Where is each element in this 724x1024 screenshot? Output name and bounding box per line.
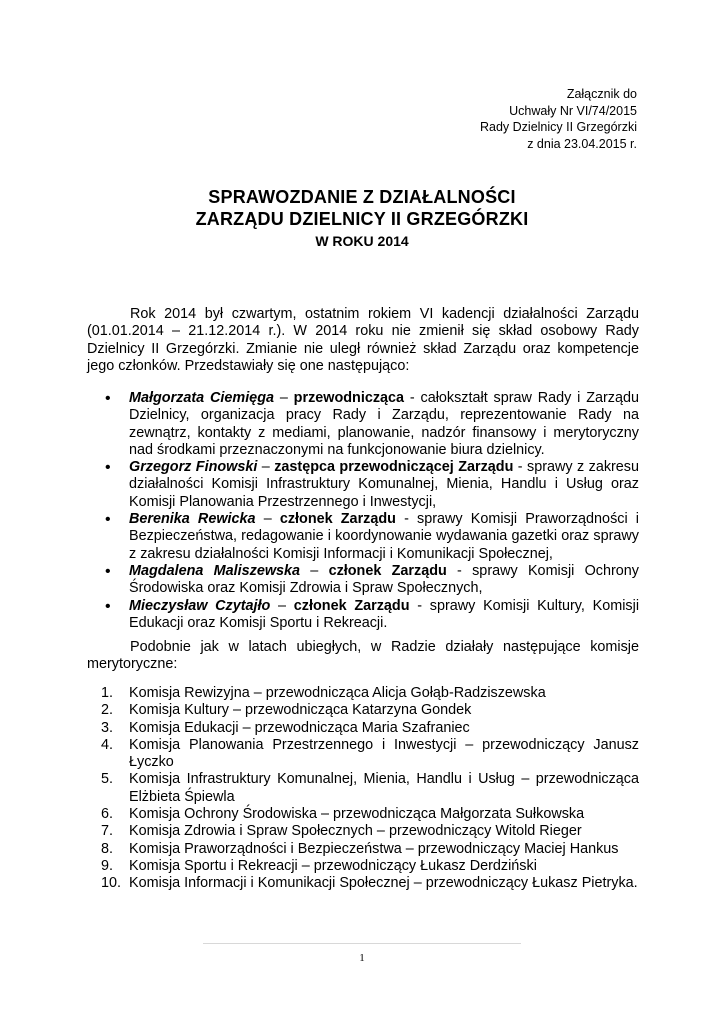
member-desc: - sprawy Komisji Kultury, Komisji Edukacji oraz Komisji Sportu i Rekreacji. <box>129 597 640 631</box>
item-number: 3. <box>101 719 114 736</box>
member-sep: – <box>255 511 280 528</box>
member-role: członek Zarządu <box>279 511 396 528</box>
committee-item <box>87 858 639 875</box>
committee-text: Komisja Edukacji – przewodnicząca Maria Szafraniec <box>129 719 470 736</box>
committee-item <box>87 841 639 858</box>
members-section <box>87 390 639 632</box>
member-item <box>87 390 639 459</box>
member-role: przewodnicząca <box>293 390 405 406</box>
member-name: Berenika Rewicka <box>129 511 256 528</box>
item-number: 6. <box>101 806 114 823</box>
annex-line: Uchwały Nr VI/74/2015 <box>509 103 637 118</box>
committee-text: Komisja Ochrony Środowiska – przewodnicząca Małgorzata Sułkowska <box>129 806 585 823</box>
item-number: 2. <box>101 702 114 719</box>
committee-text: Komisja Infrastruktury Komunalnej, Mienia, Handlu i Usług – przewodnicząca Elżbieta Śpiewla <box>129 771 639 805</box>
item-number: 7. <box>101 823 114 840</box>
committees-list <box>87 685 639 893</box>
member-name: Magdalena Maliszewska <box>129 562 301 579</box>
document-title <box>0 186 724 252</box>
member-sep: – <box>257 459 275 476</box>
bullet-icon: • <box>105 390 111 407</box>
member-desc: - sprawy z zakresu działalności Komisji Infrastruktury Komunalnej, Mienia, Handlu i Usług oraz Komisji Planowania Przestrzennego i Inwestycji, <box>129 459 640 510</box>
page-number: 1 <box>359 952 365 964</box>
committee-item <box>87 702 639 719</box>
committee-item <box>87 720 639 737</box>
member-sep: – <box>273 390 294 406</box>
member-sep: – <box>300 562 329 579</box>
member-sep: – <box>270 597 294 614</box>
annex-line: Załącznik do <box>566 87 637 101</box>
committee-text: Komisja Sportu i Rekreacji – przewodniczący Łukasz Derdziński <box>129 857 537 874</box>
committee-item <box>87 685 639 702</box>
annex-header <box>480 86 637 152</box>
title-line: ZARZĄDU DZIELNICY II GRZEGÓRZKI <box>195 209 529 229</box>
committee-text: Komisja Zdrowia i Spraw Społecznych – przewodniczący Witold Rieger <box>129 823 582 840</box>
bullet-icon: • <box>105 459 111 477</box>
committees-section <box>87 685 639 893</box>
member-name: Małgorzata Ciemięga <box>129 390 274 406</box>
member-role: zastępca przewodniczącej Zarządu <box>274 459 514 476</box>
member-item <box>87 459 639 511</box>
bullet-icon: • <box>105 511 111 529</box>
committees-intro-section <box>87 639 639 674</box>
member-name: Grzegorz Finowski <box>129 459 258 476</box>
item-number: 5. <box>101 771 114 788</box>
item-number: 10. <box>101 875 122 892</box>
intro-paragraph: Rok 2014 był czwartym, ostatnim rokiem VI kadencji działalności Zarządu (01.01.2014 – 21.12.2014 r.). W 2014 roku nie zmienił się skład osobowy Rady Dzielnicy II Grzegórzki. Zmianie nie uległ również skład Zarządu oraz kompetencje jego członków. Przedstawiały się one następująco: <box>87 306 639 374</box>
committee-item <box>87 771 639 806</box>
member-item <box>87 511 639 563</box>
committee-item <box>87 875 639 892</box>
committee-item <box>87 737 639 772</box>
item-number: 9. <box>101 857 114 874</box>
title-line: W ROKU 2014 <box>315 233 409 249</box>
member-desc: - całokształt spraw Rady i Zarządu Dzielnicy, organizacja pracy Rady i Zarządu, reprezentowanie Rady na zewnątrz, kontakty z mediami, planowanie, nadzór finansowy i merytoryczny nad środkami przeznaczonymi na funkcjonowanie biura dzielnicy. <box>129 390 640 458</box>
member-role: członek Zarządu <box>293 597 410 614</box>
committee-item <box>87 823 639 840</box>
committee-text: Komisja Kultury – przewodnicząca Katarzyna Gondek <box>129 702 472 719</box>
footer-divider <box>203 943 521 944</box>
committee-text: Komisja Informacji i Komunikacji Społecznej – przewodniczący Łukasz Pietryka. <box>129 875 638 892</box>
annex-line: Rady Dzielnicy II Grzegórzki <box>480 120 637 134</box>
committee-text: Komisja Rewizyjna – przewodnicząca Alicja Gołąb-Radziszewska <box>129 685 546 701</box>
members-list <box>87 390 639 632</box>
member-item <box>87 563 639 598</box>
title-line: SPRAWOZDANIE Z DZIAŁALNOŚCI <box>208 187 516 207</box>
bullet-icon: • <box>105 597 111 615</box>
member-desc: - sprawy Komisji Ochrony Środowiska oraz Komisji Zdrowia i Spraw Społecznych, <box>129 562 639 597</box>
committee-text: Komisja Praworządności i Bezpieczeństwa – przewodniczący Maciej Hankus <box>129 840 619 857</box>
member-item <box>87 598 639 633</box>
member-desc: - sprawy Komisji Praworządności i Bezpieczeństwa, redagowanie i koordynowanie wydawania gazetki oraz sprawy z zakresu działalności Komisji Informacji i Komunikacji Społecznej, <box>129 511 639 562</box>
intro-section <box>87 306 639 375</box>
committee-text: Komisja Planowania Przestrzennego i Inwestycji – przewodniczący Janusz Łyczko <box>129 736 639 771</box>
item-number: 1. <box>101 685 114 701</box>
item-number: 4. <box>101 736 114 753</box>
committee-item <box>87 806 639 823</box>
bullet-icon: • <box>105 562 111 580</box>
annex-line: z dnia 23.04.2015 r. <box>527 136 637 151</box>
item-number: 8. <box>101 840 114 857</box>
member-name: Mieczysław Czytajło <box>129 597 271 614</box>
committees-intro: Podobnie jak w latach ubiegłych, w Radzie działały następujące komisje merytoryczne: <box>87 639 639 673</box>
member-role: członek Zarządu <box>328 562 447 579</box>
